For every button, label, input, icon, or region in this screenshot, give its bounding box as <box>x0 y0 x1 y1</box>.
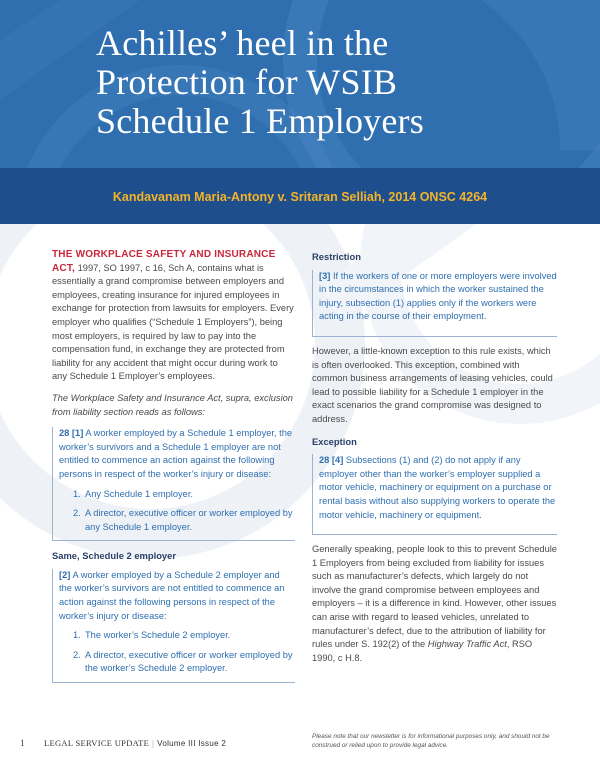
right-column <box>312 250 557 673</box>
section-28-2-quote <box>52 569 295 683</box>
act-name: Highway Traffic Act <box>427 639 507 650</box>
section-28-1-quote <box>52 427 295 541</box>
left-column <box>52 248 295 691</box>
newsletter-footer-title <box>44 738 226 748</box>
case-citation-band <box>0 168 600 224</box>
quote-text: If the workers of one or more employers were involved in the circumstances in which the worker sustained the injury, subsection (1) applies only if the workers were acting in the course of their employment. <box>319 270 557 322</box>
footer-separator: | <box>152 738 155 748</box>
section-number: [2] <box>59 569 71 580</box>
list-item: 1. Any Schedule 1 employer. <box>73 488 194 499</box>
quote-list <box>59 488 295 535</box>
intro-paragraph <box>52 248 295 384</box>
exclusion-intro: The Workplace Safety and Insurance Act, supra, exclusion from liability section reads as follows: <box>52 392 293 417</box>
section-number: 28 [4] <box>319 455 344 466</box>
section-28-3-quote <box>312 270 557 337</box>
title-line-2: Protection for WSIB <box>96 62 398 102</box>
title-banner <box>0 0 600 168</box>
list-item: 2. A director, executive officer or worker employed by any Schedule 1 employer. <box>73 508 293 532</box>
intro-text: 1997, SO 1997, c 16, Sch A, contains what is essentially a grand compromise between employers and employees, creating insurance for injured employees in exchange for protection from lawsuits for employers. Every employer who qualifies (“Schedule 1 Employers”), being most employers, is required by law to pay into the compensation fund, in exchange they are protected from liability for any accident that might occur during work to any Schedule 1 Employer’s employees. <box>52 262 294 382</box>
list-item: 2. A director, executive officer or worker employed by the worker’s Schedule 2 employer. <box>73 649 293 674</box>
section-number: 28 [1] <box>59 428 84 439</box>
issue-label: Volume III Issue 2 <box>157 739 227 748</box>
legal-disclaimer: Please note that our newsletter is for informational purposes only, and should not be construed or relied upon to provide legal advice. <box>312 733 550 749</box>
exception-overview-paragraph: However, a little-known exception to this rule exists, which is often overlooked. This exception, combined with common business arrangements of leasing vehicles, could lead to possible liability for a Schedule 1 employer in the exact scenarios the grand compromise was designed to address. <box>312 345 553 424</box>
title-line-3: Schedule 1 Employers <box>96 101 424 141</box>
quote-text: A worker employed by a Schedule 1 employer, the worker’s survivors and a Schedule 1 employer are not entitled to commence an action against the following persons in respect of the worker’s injury or disease: <box>59 428 293 479</box>
liability-paragraph: Generally speaking, people look to this to prevent Schedule 1 Employers from being excluded from liability for issues such as manufacturer’s defects, which largely do not involve the grand compromise between employees and employers – it is a difference in kind. However, other issues can arise with regard to leased vehicles, unrelated to manufacturer’s defect, due to the attribution of liability for rules under S. 192(2) of the Highway Traffic Act, RSO 1990, c H.8. <box>312 544 557 663</box>
schedule-2-heading: Same, Schedule 2 employer <box>52 550 177 562</box>
case-citation: Kandavanam Maria-Antony v. Sritaran Selliah, 2014 ONSC 4264 <box>112 190 488 204</box>
restriction-heading: Restriction <box>312 251 361 262</box>
section-number: [3] <box>319 270 331 281</box>
act-heading: THE WORKPLACE SAFETY AND INSURANCE ACT, <box>52 249 276 274</box>
page-title <box>96 24 576 141</box>
section-28-4-quote <box>312 454 557 535</box>
article-body <box>0 224 600 775</box>
quote-text: A worker employed by a Schedule 2 employer and the worker’s survivors are not entitled to commence an action against the following persons in respect of the worker’s injury or disease: <box>59 569 285 621</box>
title-line-1: Achilles’ heel in the <box>96 23 389 63</box>
list-item: 1. The worker’s Schedule 2 employer. <box>73 630 231 641</box>
exception-heading: Exception <box>312 435 357 447</box>
page-number: 1 <box>20 738 25 748</box>
newsletter-name: LEGAL SERVICE UPDATE <box>44 738 150 748</box>
quote-list <box>59 629 295 676</box>
quote-text: Subsections (1) and (2) do not apply if any employer other than the worker’s employer supplied a motor vehicle, machinery or equipment on a purchase or rental basis without also supplying workers to operate the motor vehicle, machinery or equipment. <box>319 455 556 520</box>
